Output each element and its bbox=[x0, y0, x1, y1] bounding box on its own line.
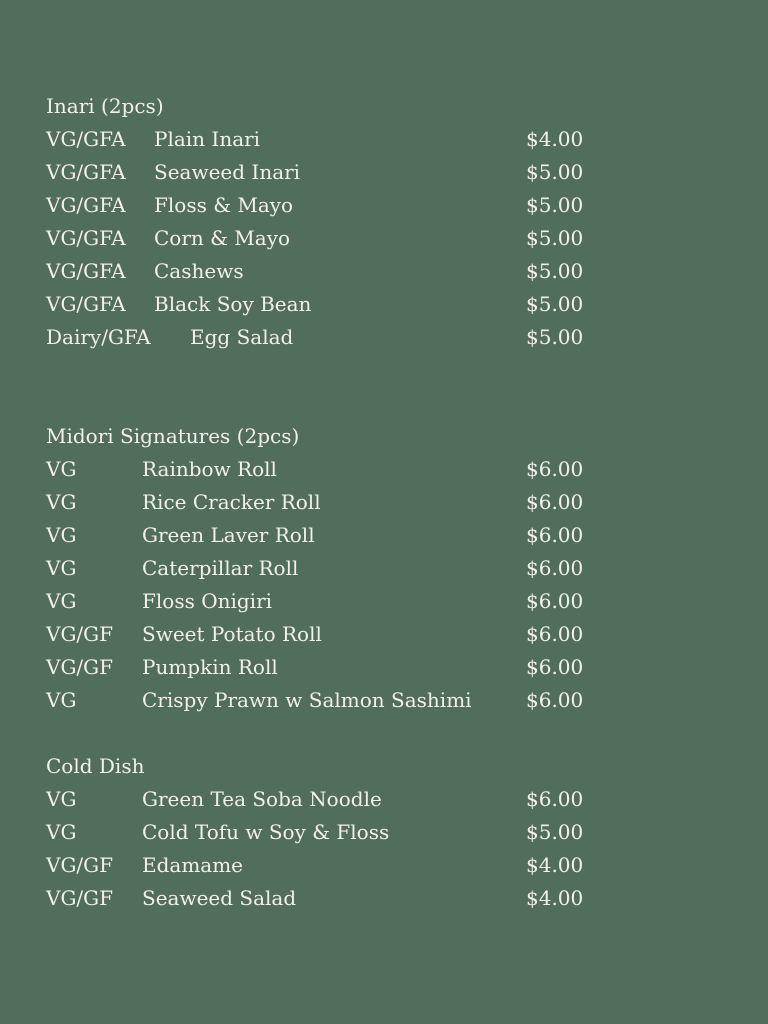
menu-item bbox=[46, 156, 606, 189]
menu-item bbox=[46, 453, 606, 486]
section-title: Cold Dish bbox=[46, 754, 145, 778]
item-name: Egg Salad bbox=[190, 325, 294, 349]
item-name: Rainbow Roll bbox=[142, 457, 277, 481]
menu-item bbox=[46, 519, 606, 552]
dietary-tag: VG/GFA bbox=[46, 160, 126, 184]
menu-item bbox=[46, 123, 606, 156]
menu bbox=[46, 90, 606, 915]
item-price: $5.00 bbox=[526, 226, 584, 250]
section-cold-dish bbox=[46, 750, 606, 915]
menu-item bbox=[46, 222, 606, 255]
item-price: $6.00 bbox=[526, 787, 584, 811]
item-price: $6.00 bbox=[526, 523, 584, 547]
dietary-tag: VG/GFA bbox=[46, 259, 126, 283]
item-name: Corn & Mayo bbox=[154, 226, 291, 250]
item-price: $4.00 bbox=[526, 127, 584, 151]
dietary-tag: Dairy/GFA bbox=[46, 325, 151, 349]
item-name: Plain Inari bbox=[154, 127, 261, 151]
item-name: Cold Tofu w Soy & Floss bbox=[142, 820, 390, 844]
dietary-tag: VG/GFA bbox=[46, 292, 126, 316]
dietary-tag: VG/GFA bbox=[46, 127, 126, 151]
menu-item bbox=[46, 684, 606, 717]
item-name: Floss & Mayo bbox=[154, 193, 294, 217]
dietary-tag: VG/GFA bbox=[46, 226, 126, 250]
item-price: $6.00 bbox=[526, 589, 584, 613]
menu-item bbox=[46, 255, 606, 288]
dietary-tag: VG/GF bbox=[46, 853, 114, 877]
item-name: Caterpillar Roll bbox=[142, 556, 299, 580]
item-price: $6.00 bbox=[526, 655, 584, 679]
item-name: Floss Onigiri bbox=[142, 589, 273, 613]
item-price: $5.00 bbox=[526, 193, 584, 217]
dietary-tag: VG bbox=[46, 490, 77, 514]
item-name: Green Tea Soba Noodle bbox=[142, 787, 382, 811]
item-price: $4.00 bbox=[526, 853, 584, 877]
dietary-tag: VG bbox=[46, 457, 77, 481]
item-name: Sweet Potato Roll bbox=[142, 622, 322, 646]
item-price: $5.00 bbox=[526, 820, 584, 844]
dietary-tag: VG bbox=[46, 556, 77, 580]
item-name: Seaweed Salad bbox=[142, 886, 297, 910]
item-name: Green Laver Roll bbox=[142, 523, 315, 547]
menu-item bbox=[46, 783, 606, 816]
item-price: $6.00 bbox=[526, 622, 584, 646]
item-name: Crispy Prawn w Salmon Sashimi bbox=[142, 688, 472, 712]
section-spacer bbox=[46, 717, 606, 750]
dietary-tag: VG bbox=[46, 688, 77, 712]
item-price: $5.00 bbox=[526, 259, 584, 283]
menu-item bbox=[46, 816, 606, 849]
item-name: Pumpkin Roll bbox=[142, 655, 278, 679]
menu-item bbox=[46, 321, 606, 354]
section-midori-signatures bbox=[46, 420, 606, 717]
section-title: Midori Signatures (2pcs) bbox=[46, 424, 300, 448]
item-price: $6.00 bbox=[526, 490, 584, 514]
item-price: $4.00 bbox=[526, 886, 584, 910]
item-name: Seaweed Inari bbox=[154, 160, 301, 184]
menu-item bbox=[46, 849, 606, 882]
dietary-tag: VG bbox=[46, 820, 77, 844]
menu-item bbox=[46, 189, 606, 222]
dietary-tag: VG/GF bbox=[46, 655, 114, 679]
item-name: Cashews bbox=[154, 259, 244, 283]
item-name: Rice Cracker Roll bbox=[142, 490, 321, 514]
dietary-tag: VG/GF bbox=[46, 622, 114, 646]
item-price: $5.00 bbox=[526, 325, 584, 349]
item-price: $6.00 bbox=[526, 688, 584, 712]
menu-item bbox=[46, 585, 606, 618]
menu-item bbox=[46, 618, 606, 651]
item-name: Black Soy Bean bbox=[154, 292, 312, 316]
item-price: $5.00 bbox=[526, 292, 584, 316]
menu-item bbox=[46, 486, 606, 519]
dietary-tag: VG bbox=[46, 523, 77, 547]
section-spacer bbox=[46, 354, 606, 420]
item-name: Edamame bbox=[142, 853, 244, 877]
menu-item bbox=[46, 552, 606, 585]
item-price: $6.00 bbox=[526, 457, 584, 481]
menu-item bbox=[46, 882, 606, 915]
dietary-tag: VG/GFA bbox=[46, 193, 126, 217]
section-title: Inari (2pcs) bbox=[46, 94, 164, 118]
menu-item bbox=[46, 651, 606, 684]
menu-item bbox=[46, 288, 606, 321]
item-price: $5.00 bbox=[526, 160, 584, 184]
dietary-tag: VG bbox=[46, 787, 77, 811]
dietary-tag: VG/GF bbox=[46, 886, 114, 910]
item-price: $6.00 bbox=[526, 556, 584, 580]
section-inari bbox=[46, 90, 606, 354]
dietary-tag: VG bbox=[46, 589, 77, 613]
